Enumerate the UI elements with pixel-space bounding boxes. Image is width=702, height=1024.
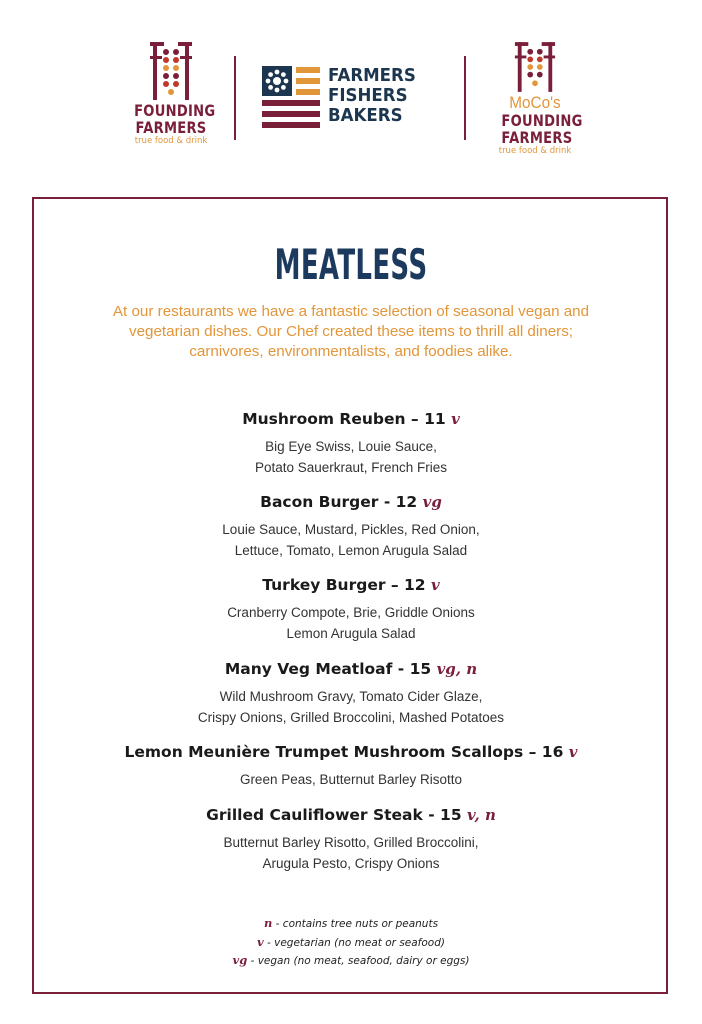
description-line: Lemon Arugula Salad [286,625,416,641]
legend-entry [0,915,702,934]
middle-logo-words [328,66,416,126]
description-line: Potato Sauerkraut, French Fries [254,459,448,475]
middle-logo-line1: FARMERS [328,66,416,86]
right-logo-line0: MoCo's [509,93,561,112]
description-line: Green Peas, Butternut Barley Risotto [239,772,463,787]
menu-item-name: Mushroom Reuben – 11 [242,410,446,428]
diet-code: v [451,410,460,428]
menu-item-name-line [0,804,702,826]
menu-item-name: Many Veg Meatloaf - 15 [224,660,432,678]
menu-item-name-line [0,741,702,763]
divider-right [464,56,466,140]
legend-code: n [263,916,273,930]
menu-item-name: Lemon Meunière Trumpet Mushroom Scallops – 16 [124,743,564,761]
menu-item [0,804,702,874]
menu-item-description [0,833,702,874]
right-logo-line2: FARMERS [501,128,573,147]
menu-item-name-line [0,574,702,596]
menu-item [0,658,702,728]
description-line: Cranberry Compote, Brie, Griddle Onions [227,605,475,620]
founding-farmers-mark-icon [148,40,194,102]
legend-entry [0,934,702,953]
menu-item-name: Turkey Burger – 12 [262,576,426,594]
menu-item [0,491,702,561]
description-line: Louie Sauce, Mustard, Pickles, Red Onion, [222,522,480,537]
menu-title: MEATLESS [274,240,428,289]
description-line: Lettuce, Tomato, Lemon Arugula Salad [234,542,468,558]
legend-code: vg [232,953,248,967]
legend-text: - vegetarian (no meat or seafood) [263,936,445,949]
diet-code: v [568,743,578,761]
menu-item-name: Bacon Burger - 12 [260,493,418,511]
description-line: Wild Mushroom Gravy, Tomato Cider Glaze, [219,689,483,704]
menu-item-description [0,687,702,728]
diet-legend [0,915,702,971]
moco-founding-farmers-mark-icon [513,40,557,94]
menu-item-name-line [0,491,702,513]
diet-code: vg [422,493,442,511]
left-logo-line1: FOUNDING [134,101,216,120]
description-line: Arugula Pesto, Crispy Onions [262,855,440,871]
menu-item-description [0,770,702,791]
header [0,0,702,185]
menu-item [0,574,702,644]
left-logo-line2: FARMERS [135,118,207,137]
legend-text: - contains tree nuts or peanuts [272,918,439,930]
right-logo-tagline: true food & drink [498,146,572,156]
description-line: Butternut Barley Risotto, Grilled Broccolini, [223,835,479,850]
middle-logo-line2: FISHERS [328,86,408,106]
menu-item-name-line [0,658,702,680]
legend-text: - vegan (no meat, seafood, dairy or eggs) [247,955,470,967]
menu-intro: At our restaurants we have a fantastic selection of seasonal vegan and vegetarian dishes. Our Chef created these items to thrill all diners; carnivores, environmentalists, and foodies alike. [112,303,590,360]
right-logo-line1: FOUNDING [501,111,583,130]
left-logo-tagline: true food & drink [134,136,208,146]
farmers-fishers-bakers-logo [262,66,442,130]
menu-item [0,741,702,791]
menu-item-description [0,520,702,561]
moco-founding-farmers-logo [494,40,583,156]
menu-item-name-line [0,408,702,430]
diet-code: vg, n [436,660,478,678]
menu-item-description [0,603,702,644]
diet-code: v [431,576,440,594]
founding-farmers-logo [126,40,216,146]
flag-sunflower-icon [262,66,326,128]
divider-left [234,56,236,140]
menu-item-name: Grilled Cauliflower Steak - 15 [206,806,462,824]
menu-item-description [0,437,702,478]
legend-entry [0,952,702,971]
menu-item [0,408,702,478]
description-line: Crispy Onions, Grilled Broccolini, Mashed Potatoes [197,709,505,725]
legend-code: v [256,934,264,949]
description-line: Big Eye Swiss, Louie Sauce, [265,439,437,454]
diet-code: v, n [467,806,496,824]
middle-logo-line3: BAKERS [328,106,403,126]
